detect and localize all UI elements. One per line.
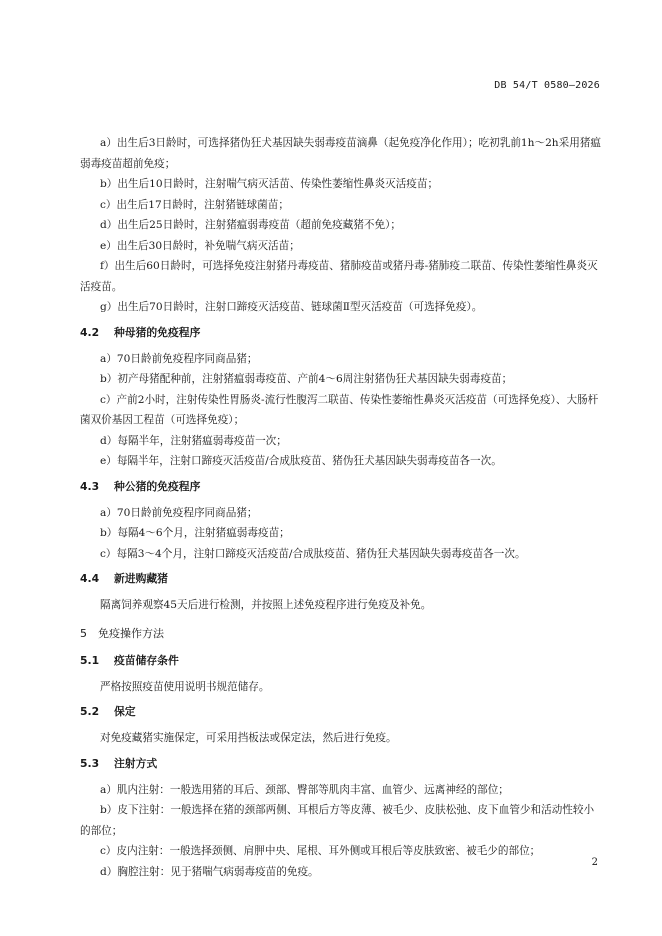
section-heading [80,569,602,589]
paragraph: c）产前2小时，注射传染性胃肠炎-流行性腹泻二联苗、传染性萎缩性鼻炎灭活疫苗（可选择免疫）、大肠杆菌双价基因工程苗（可选择免疫）； [80,393,599,426]
section-number: 5 [80,626,87,640]
section-title: 种公猪的免疫程序 [114,479,201,493]
paragraph: 隔离饲养观察45天后进行检测，并按照上述免疫程序进行免疫及补免。 [100,599,432,611]
paragraph: a）70日龄前免疫程序同商品猪； [100,506,258,519]
section-heading [80,477,602,497]
chapter-heading [80,624,602,644]
paragraph: g）出生后70日龄时，注射口蹄疫灭活疫苗、链球菌Ⅱ型灭活疫苗（可选择免疫）。 [100,301,483,313]
paragraph: d）每隔半年，注射猪瘟弱毒疫苗一次； [100,434,287,447]
paragraph: b）皮下注射：一般选择在猪的颈部两侧、耳根后方等皮薄、被毛少、皮肤松弛、皮下血管少和活动性较小的部位； [80,804,595,837]
section-title: 注射方式 [114,756,158,770]
section-number: 4.3 [80,479,100,493]
paragraph: b）每隔4～6个月，注射猪瘟弱毒疫苗； [100,527,290,539]
paragraph: b）出生后10日龄时，注射喘气病灭活苗、传染性萎缩性鼻炎灭活疫苗； [100,178,439,190]
section-title: 免疫操作方法 [98,626,164,640]
paragraph: a）肌内注射：一般选用猪的耳后、颈部、臀部等肌肉丰富、血管少、远离神经的部位； [100,783,509,796]
section-title: 保定 [114,705,136,718]
section-number: 5.1 [80,653,100,667]
paragraph: c）每隔3～4个月，注射口蹄疫灭活疫苗/合成肽疫苗、猪伪狂犬基因缺失弱毒疫苗各一次。 [100,547,526,560]
paragraph: a）70日龄前免疫程序同商品猪； [100,352,258,365]
section-title: 疫苗储存条件 [114,653,179,667]
section-number: 5.3 [80,756,100,770]
document-body [80,133,602,882]
paragraph: d）出生后25日龄时，注射猪瘟弱毒疫苗（超前免疫藏猪不免）； [100,219,401,231]
section-heading [80,754,602,774]
section-number: 4.4 [80,572,100,585]
paragraph: 对免疫藏猪实施保定，可采用挡板法或保定法，然后进行免疫。 [100,732,397,744]
section-number: 4.2 [80,325,100,339]
document-code-header: DB 54/T 0580—2026 [494,80,600,91]
paragraph: c）皮内注射：一般选择颈侧、肩胛中央、尾根、耳外侧或耳根后等皮肤致密、被毛少的部位； [100,845,541,857]
page-number: 2 [591,857,598,868]
paragraph: e）每隔半年，注射口蹄疫灭活疫苗/合成肽疫苗、猪伪狂犬基因缺失弱毒疫苗各一次。 [100,455,502,467]
section-number: 5.2 [80,705,100,718]
section-heading [80,323,602,343]
section-heading [80,702,602,722]
section-title: 种母猪的免疫程序 [114,325,201,339]
section-heading [80,651,602,671]
paragraph: e）出生后30日龄时，补免喘气病灭活苗； [100,239,300,252]
paragraph: f）出生后60日龄时，可选择免疫注射猪丹毒疫苗、猪肺疫苗或猪丹毒-猪肺疫二联苗、传染性萎缩性鼻炎灭活疫苗。 [80,260,598,293]
section-title: 新进购藏猪 [114,572,168,585]
paragraph: b）初产母猪配种前，注射猪瘟弱毒疫苗、产前4～6周注射猪伪狂犬基因缺失弱毒疫苗； [100,373,513,385]
paragraph: d）胸腔注射：见于猪喘气病弱毒疫苗的免疫。 [100,865,319,878]
paragraph: c）出生后17日龄时，注射猪链球菌苗； [100,198,289,211]
paragraph: 严格按照疫苗使用说明书规范储存。 [100,680,270,693]
paragraph: a）出生后3日龄时，可选择猪伪狂犬基因缺失弱毒疫苗滴鼻（起免疫净化作用）；吃初乳前1h～2h采用猪瘟弱毒疫苗超前免疫； [80,137,602,170]
